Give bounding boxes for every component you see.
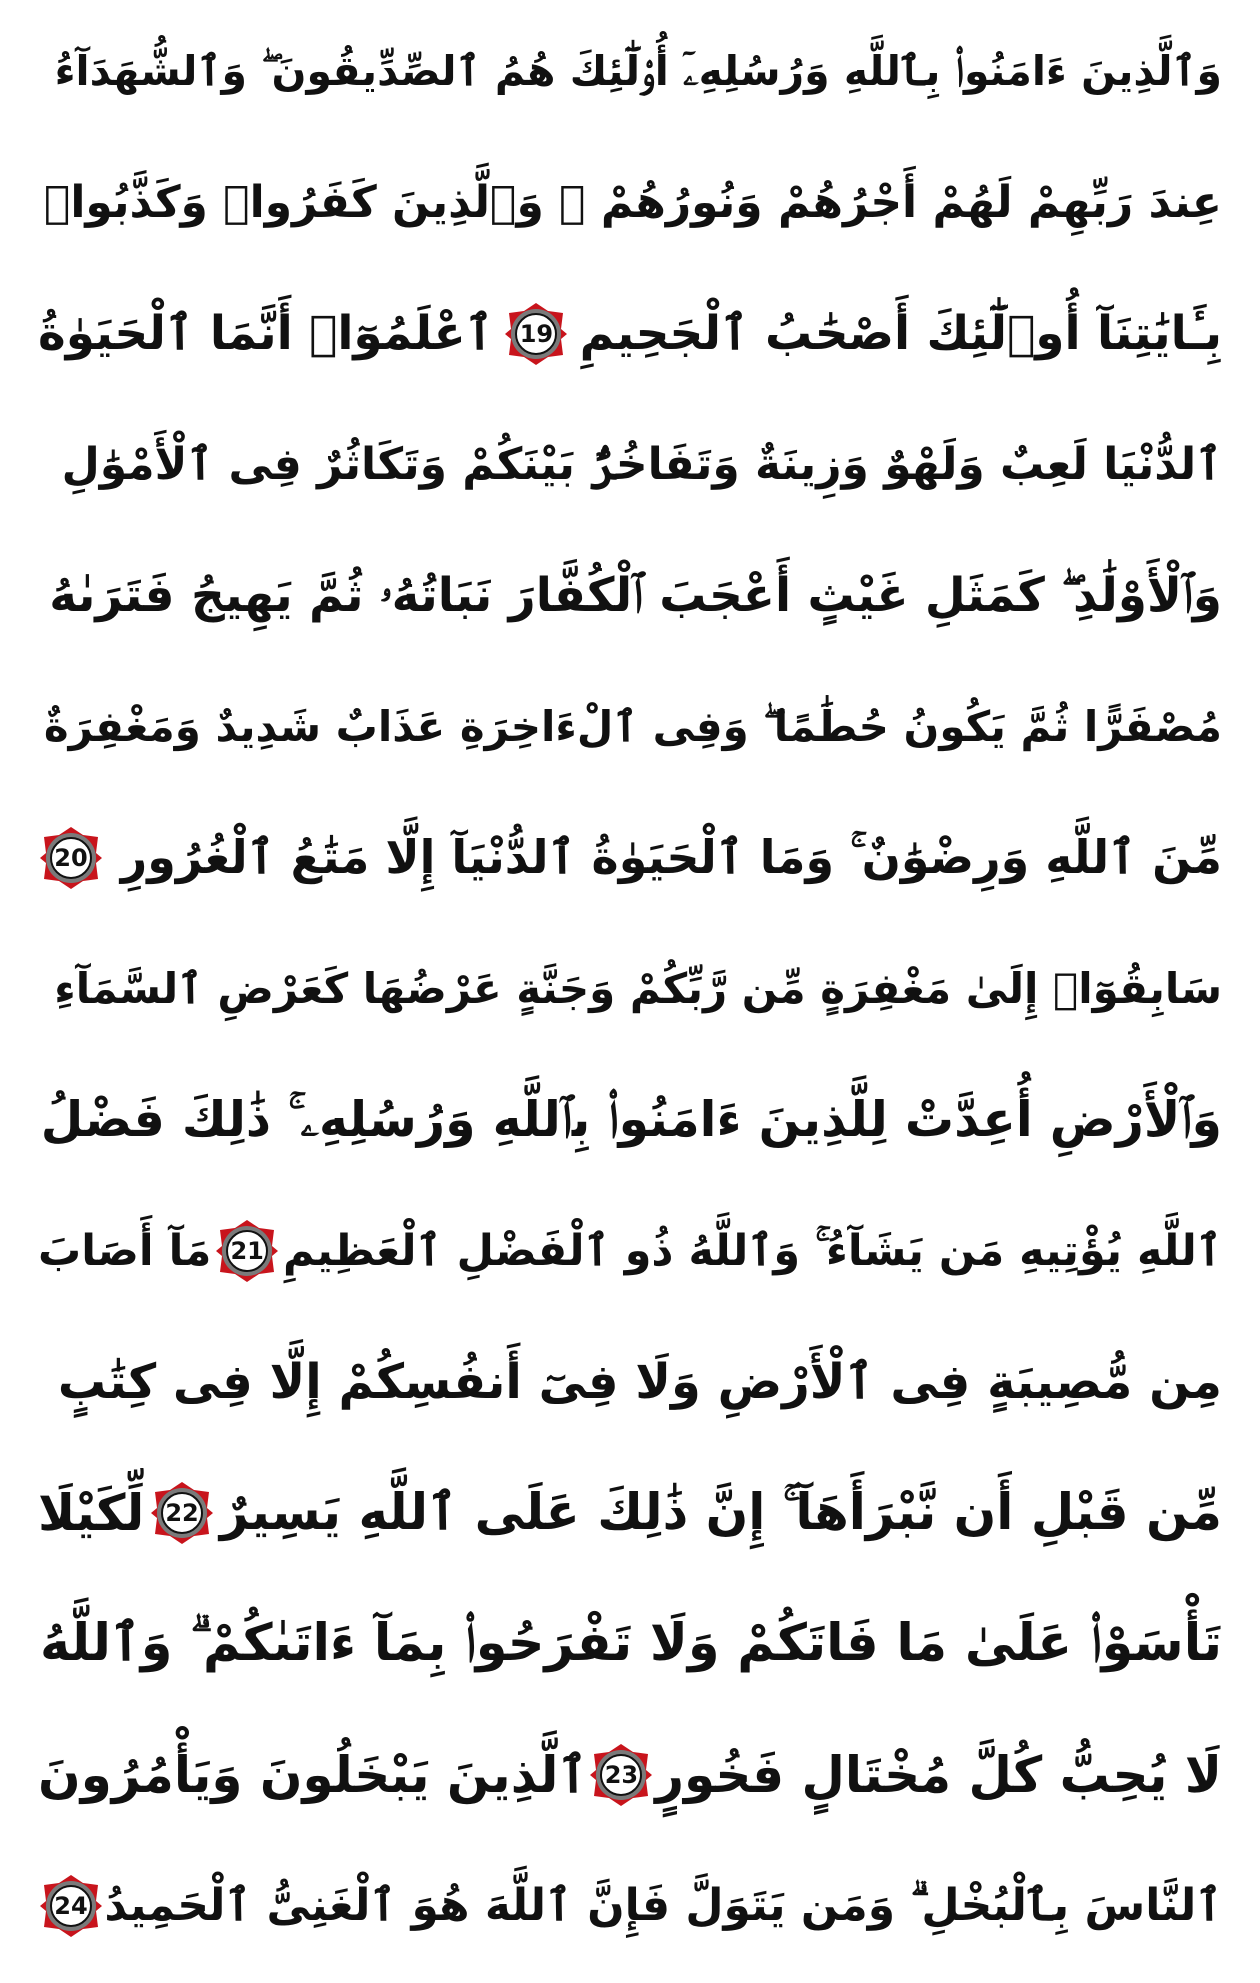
verse-line <box>38 6 1222 137</box>
verse-text: لَا يُحِبُّ كُلَّ مُخْتَالٍ فَخُورٍ <box>655 1745 1222 1804</box>
verse-text: مِّن قَبْلِ أَن نَّبْرَأَهَآ ۚ إِنَّ ذَٰلِكَ عَلَى ٱللَّهِ يَسِيرٌ <box>219 1483 1222 1541</box>
ayah-number-marker <box>214 1218 280 1284</box>
verse-line <box>38 1578 1222 1709</box>
verse-text: عِندَ رَبِّهِمْ لَهُمْ أَجْرُهُمْ وَنُورُهُمْ ۖ وَٱلَّذِينَ كَفَرُوا۟ وَكَذَّبُوا۟ <box>43 177 1222 228</box>
verse-line <box>38 1447 1222 1578</box>
verse-line <box>38 792 1222 923</box>
ayah-number-marker <box>503 301 569 367</box>
ayah-number: 24 <box>54 1891 88 1920</box>
verse-line <box>38 530 1222 661</box>
verse-text: ٱعْلَمُوٓا۟ أَنَّمَا ٱلْحَيَوٰةُ <box>38 306 494 361</box>
verse-text: تَأْسَوْا۟ عَلَىٰ مَا فَاتَكُمْ وَلَا تَفْرَحُوا۟ بِمَآ ءَاتَىٰكُمْ ۗ وَٱللَّهُ <box>39 1614 1222 1673</box>
ayah-number-marker <box>149 1480 215 1546</box>
ayah-number-marker <box>38 825 104 891</box>
verse-text: لِّكَيْلَا <box>38 1483 145 1542</box>
ayah-number: 19 <box>519 319 554 348</box>
verse-text: سَابِقُوٓا۟ إِلَىٰ مَغْفِرَةٍ مِّن رَّبِّكُمْ وَجَنَّةٍ عَرْضُهَا كَعَرْضِ ٱلسَّمَآءِ <box>54 964 1222 1013</box>
verse-line <box>38 1709 1222 1840</box>
verse-line <box>38 661 1222 792</box>
ayah-number: 21 <box>230 1236 264 1265</box>
verse-text: مِن مُّصِيبَةٍ فِى ٱلْأَرْضِ وَلَا فِىٓ أَنفُسِكُمْ إِلَّا فِى كِتَٰبٍ <box>57 1353 1222 1410</box>
verse-text: ٱللَّهِ يُؤْتِيهِ مَن يَشَآءُ ۚ وَٱللَّهُ ذُو ٱلْفَضْلِ ٱلْعَظِيمِ <box>282 1225 1222 1276</box>
ayah-number-marker <box>38 1873 104 1939</box>
verse-text: ٱلنَّاسَ بِٱلْبُخْلِ ۗ وَمَن يَتَوَلَّ فَإِنَّ ٱللَّهَ هُوَ ٱلْغَنِىُّ ٱلْحَمِيدُ <box>104 1880 1222 1931</box>
verse-line <box>38 923 1222 1054</box>
verse-text: وَٱلَّذِينَ ءَامَنُوا۟ بِٱللَّهِ وَرُسُلِهِۦٓ أُو۟لَٰٓئِكَ هُمُ ٱلصِّدِّيقُونَ ۖ وَٱلشُّهَدَآءُ <box>54 47 1222 95</box>
verse-text: بِـَٔايَٰتِنَآ أُو۟لَٰٓئِكَ أَصْحَٰبُ ٱلْجَحِيمِ <box>579 306 1222 361</box>
verse-text: مِّنَ ٱللَّهِ وَرِضْوَٰنٌ ۚ وَمَا ٱلْحَيَوٰةُ ٱلدُّنْيَآ إِلَّا مَتَٰعُ ٱلْغُرُورِ <box>120 829 1222 884</box>
verse-line <box>38 399 1222 530</box>
verse-line <box>38 137 1222 268</box>
verse-line <box>38 1316 1222 1447</box>
verse-text: مَآ أَصَابَ <box>38 1225 212 1276</box>
ayah-number: 20 <box>54 843 88 872</box>
ayah-number: 23 <box>604 1760 639 1789</box>
verse-text: وَٱلْأَوْلَٰدِ ۖ كَمَثَلِ غَيْثٍ أَعْجَبَ ٱلْكُفَّارَ نَبَاتُهُۥ ثُمَّ يَهِيجُ فَتَرَىٰهُ <box>49 567 1222 623</box>
verse-line <box>38 1054 1222 1185</box>
verse-line <box>38 1840 1222 1971</box>
ayah-number-marker <box>588 1742 654 1808</box>
verse-text: وَٱلْأَرْضِ أُعِدَّتْ لِلَّذِينَ ءَامَنُوا۟ بِٱللَّهِ وَرُسُلِهِۦ ۚ ذَٰلِكَ فَضْلُ <box>40 1090 1222 1148</box>
verse-line <box>38 1185 1222 1316</box>
verse-text: ٱلدُّنْيَا لَعِبٌ وَلَهْوٌ وَزِينَةٌ وَتَفَاخُرٌۢ بَيْنَكُمْ وَتَكَاثُرٌ فِى ٱلْأَمْوَٰلِ <box>61 439 1222 490</box>
verse-line <box>38 268 1222 399</box>
verse-text: مُصْفَرًّا ثُمَّ يَكُونُ حُطَٰمًا ۖ وَفِى ٱلْءَاخِرَةِ عَذَابٌ شَدِيدٌ وَمَغْفِرَةٌ <box>43 701 1222 751</box>
verse-text: ٱلَّذِينَ يَبْخَلُونَ وَيَأْمُرُونَ <box>38 1745 588 1804</box>
ayah-number: 22 <box>165 1498 199 1527</box>
